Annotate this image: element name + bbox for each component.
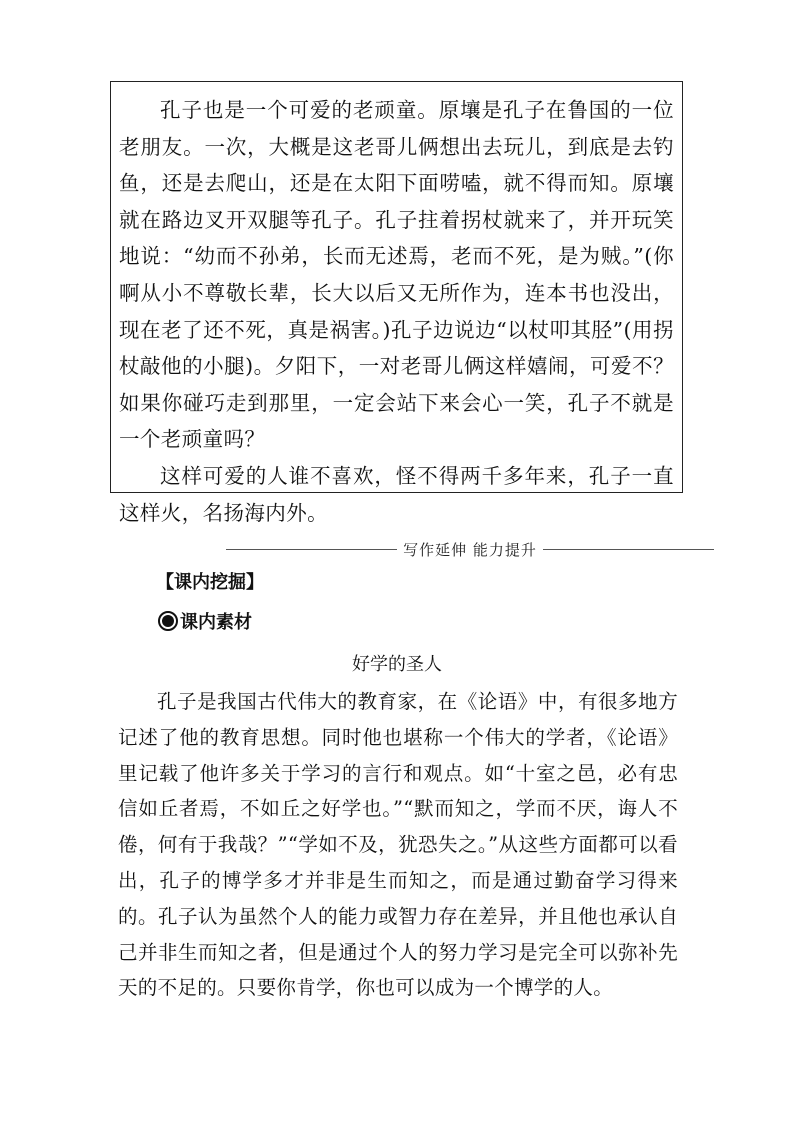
divider-line-left (226, 549, 397, 550)
divider-label: 写作延伸 能力提升 (403, 540, 537, 559)
filled-circle-bullet-icon (158, 611, 178, 631)
sub-heading (158, 608, 252, 634)
story-paragraph-1: 孔子也是一个可爱的老顽童。原壤是孔子在鲁国的一位老朋友。一次，大概是这老哥儿俩想出去玩儿，到底是去钓鱼，还是去爬山，还是在太阳下面唠嗑，就不得而知。原壤就在路边叉开双腿等孔子。孔子拄着拐杖就来了，并开玩笑地说：“幼而不孙弟，长而无述焉，老而不死，是为贼。”(你啊从小不尊敬长辈，长大以后又无所作为，连本书也没出，现在老了还不死，真是祸害。)孔子边说边“以杖叩其胫”(用拐杖敲他的小腿)。夕阳下，一对老哥儿俩这样嬉闹，可爱不？如果你碰巧走到那里，一定会站下来会心一笑，孔子不就是一个老顽童吗？ (119, 98, 674, 452)
story-box (110, 81, 683, 525)
section-divider (226, 538, 714, 560)
article-title: 好学的圣人 (352, 654, 442, 675)
sub-heading-label: 课内素材 (180, 612, 252, 633)
article-body (118, 684, 678, 1006)
section-heading: 【课内挖掘】 (156, 572, 264, 593)
story-paragraph-2: 这样可爱的人谁不喜欢，怪不得两千多年来，孔子一直这样火，名扬海内外。 (119, 463, 674, 525)
article-paragraph-1: 孔子是我国古代伟大的教育家，在《论语》中，有很多地方记述了他的教育思想。同时他也堪称一个伟大的学者，《论语》里记载了他许多关于学习的言行和观点。如“十室之邑，必有忠信如丘者焉，不如丘之好学也。”“默而知之，学而不厌，诲人不倦，何有于我哉？”“学如不及，犹恐失之。”从这些方面都可以看出，孔子的博学多才并非是生而知之，而是通过勤奋学习得来的。孔子认为虽然个人的能力或智力存在差异，并且他也承认自己并非生而知之者，但是通过个人的努力学习是完全可以弥补先天的不足的。只要你肯学，你也可以成为一个博学的人。 (118, 690, 678, 1000)
divider-line-right (543, 549, 714, 550)
